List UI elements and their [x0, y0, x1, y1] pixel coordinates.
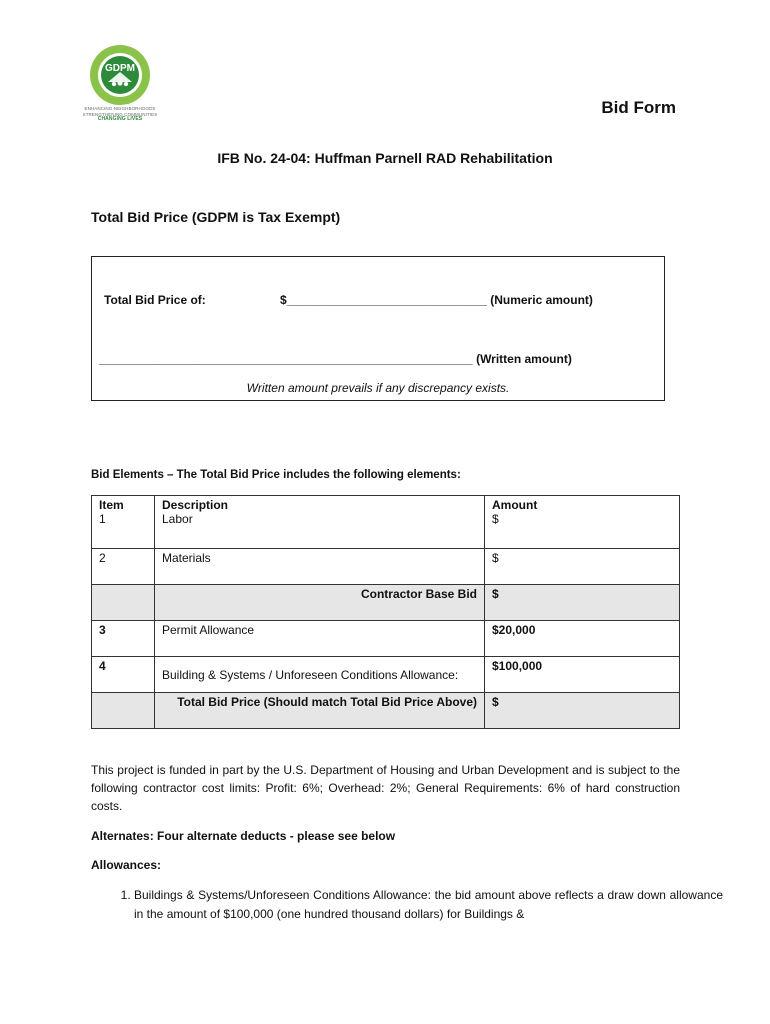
amount-cell[interactable] — [485, 496, 680, 549]
total-bid-price-row-amount[interactable]: $ — [485, 693, 680, 729]
item-number: 1 — [99, 512, 106, 526]
description-text: Permit Allowance — [155, 621, 485, 657]
description-text: Building & Systems / Unforeseen Conditions Allowance: — [155, 657, 485, 693]
discrepancy-note: Written amount prevails if any discrepancy exists. — [246, 381, 510, 395]
item-cell — [92, 496, 155, 549]
table-row — [92, 621, 680, 657]
gdpm-logo — [80, 44, 160, 123]
description-header: Description — [162, 498, 229, 512]
ifb-title: IFB No. 24-04: Huffman Parnell RAD Rehabilitation — [217, 150, 553, 166]
table-row — [92, 496, 680, 549]
total-bid-price-label: Total Bid Price of: — [104, 293, 206, 307]
list-item: 1. Buildings & Systems/Unforeseen Conditions Allowance: the bid amount above reflects a draw down allowance in the amount of $100,000 (one hundred thousand dollars) for Buildings & — [134, 886, 723, 924]
table-row — [92, 693, 680, 729]
table-row — [92, 657, 680, 693]
contractor-base-bid-amount[interactable]: $ — [485, 585, 680, 621]
gdpm-seal-icon — [89, 44, 151, 106]
funding-paragraph: This project is funded in part by the U.S. Department of Housing and Urban Development and is subject to the following contractor cost limits: Profit: 6%; Overhead: 2%; General Requirements: 6% of hard construction costs. — [91, 763, 680, 813]
item-number: 3 — [92, 621, 155, 657]
table-row — [92, 585, 680, 621]
allowances-heading: Allowances: — [91, 858, 162, 872]
item-header: Item — [99, 498, 124, 512]
bid-elements-table — [91, 495, 680, 729]
item-number — [92, 693, 155, 729]
written-amount-field[interactable]: ________________________________________________________ (Written amount) — [99, 352, 572, 366]
table-row — [92, 549, 680, 585]
item-number: 4 — [92, 657, 155, 693]
logo-org-name: GDPM — [105, 63, 135, 74]
alternates-line: Alternates: Four alternate deducts - please see below — [91, 829, 396, 843]
total-bid-price-row-label: Total Bid Price (Should match Total Bid Price Above) — [155, 693, 485, 729]
item-number: 2 — [92, 549, 155, 585]
logo-tagline-3: CHANGING LIVES — [97, 116, 143, 122]
amount-value: $ — [492, 512, 499, 526]
form-title: Bid Form — [601, 98, 676, 117]
amount-value[interactable]: $ — [485, 549, 680, 585]
permit-allowance-amount: $20,000 — [485, 621, 680, 657]
bid-elements-heading: Bid Elements – The Total Bid Price includes the following elements: — [91, 469, 461, 481]
logo-tagline-2: STRENGTHENING COMMUNITIES — [82, 111, 158, 117]
unforeseen-allowance-amount: $100,000 — [485, 657, 680, 693]
amount-header: Amount — [492, 498, 538, 512]
description-text: Labor — [162, 512, 193, 526]
total-bid-heading: Total Bid Price (GDPM is Tax Exempt) — [91, 209, 341, 225]
numeric-amount-field[interactable]: $______________________________ (Numeric amount) — [280, 293, 593, 307]
item-number — [92, 585, 155, 621]
logo-tagline-1: ENHANCING NEIGHBORHOODS — [84, 106, 156, 111]
contractor-base-bid-label: Contractor Base Bid — [155, 585, 485, 621]
description-cell — [155, 496, 485, 549]
description-text: Materials — [155, 549, 485, 585]
total-bid-price-box — [91, 256, 665, 401]
allowances-list — [91, 886, 723, 924]
